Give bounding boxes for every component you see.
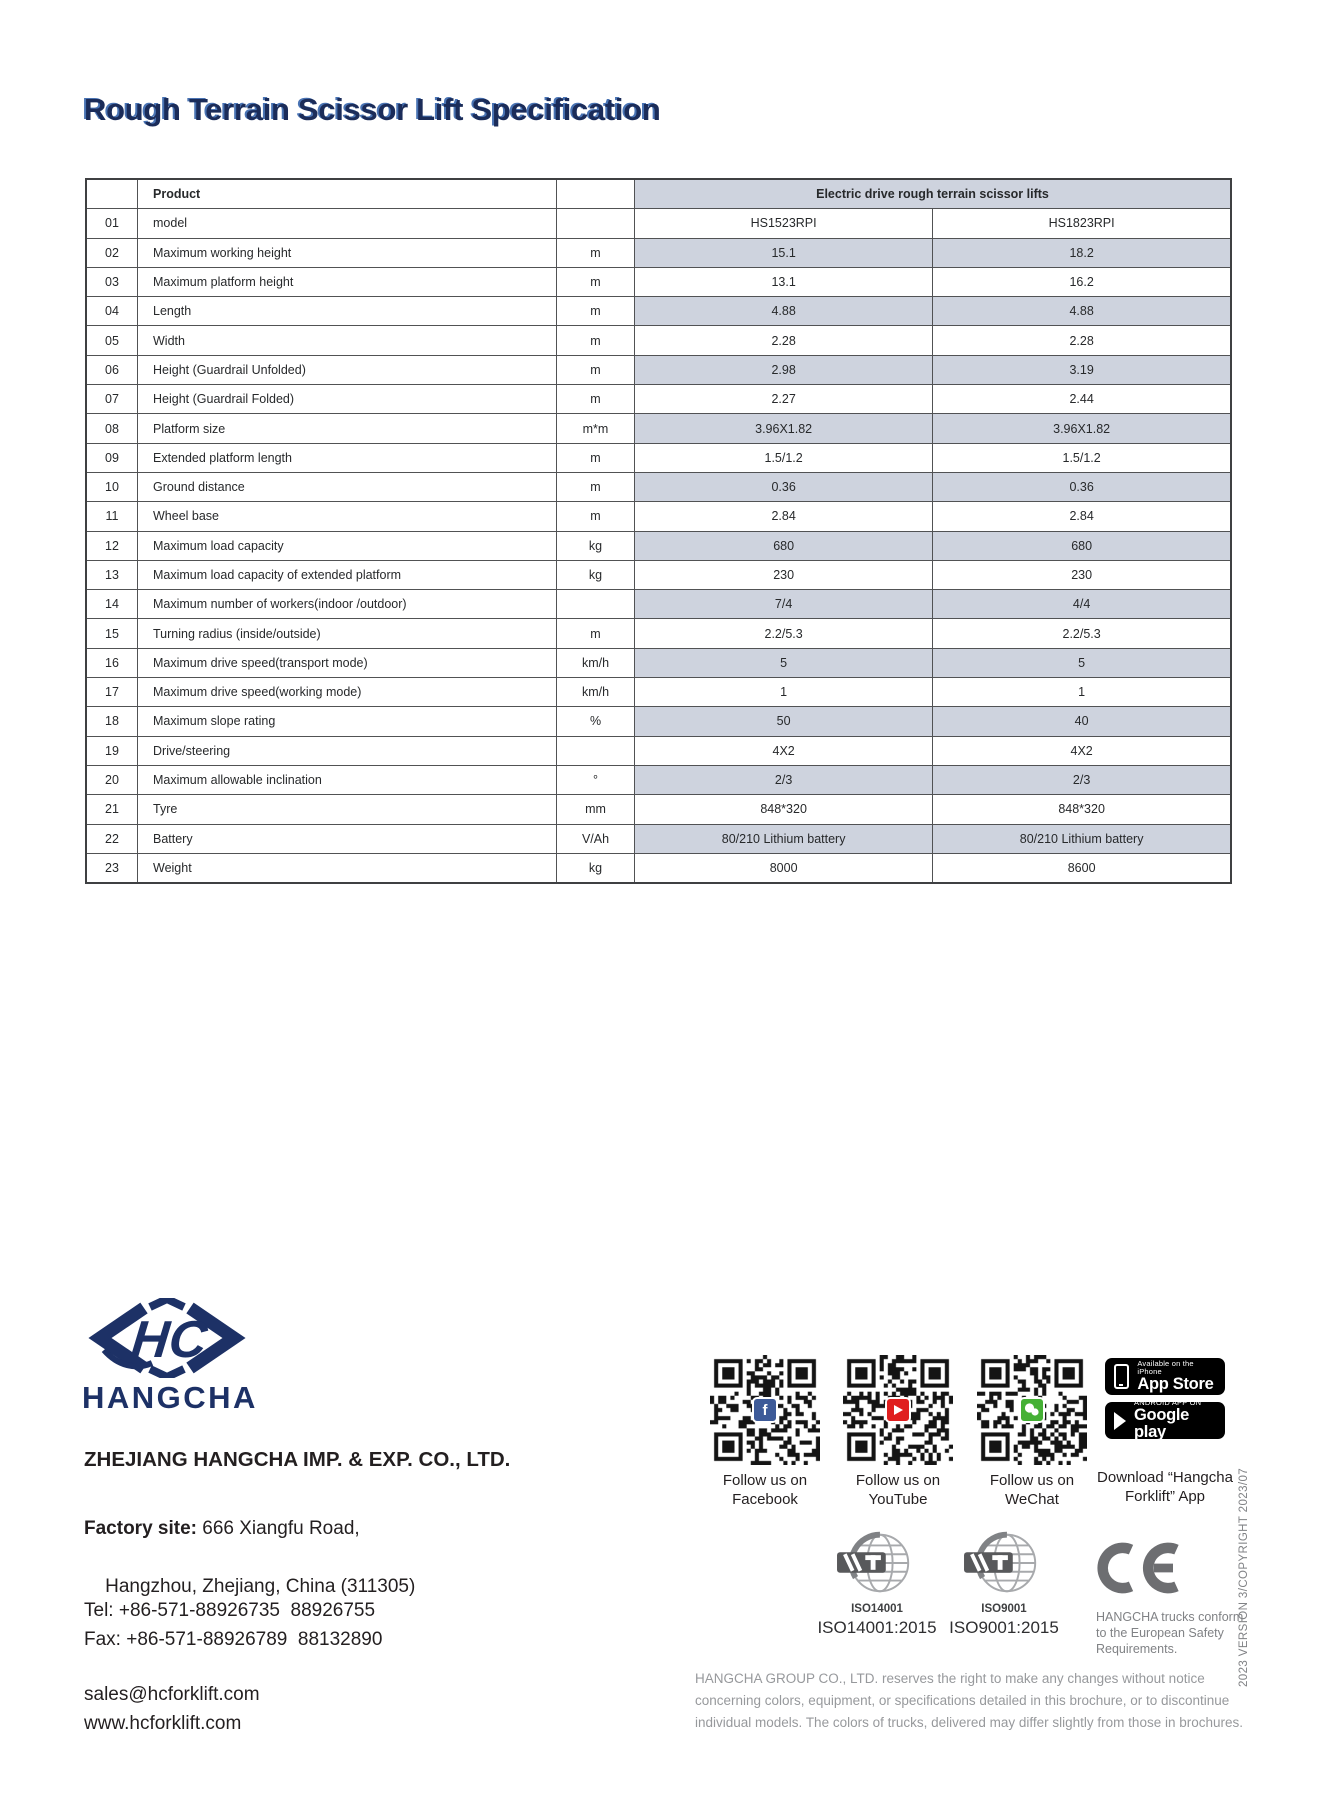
spec-label: Maximum number of workers(indoor /outdoor)	[138, 590, 557, 619]
spec-label: Maximum working height	[138, 238, 557, 267]
page-title: Rough Terrain Scissor Lift Specification	[84, 92, 661, 127]
table-row	[86, 853, 1231, 883]
youtube-icon	[885, 1397, 911, 1423]
spec-label: Tyre	[138, 795, 557, 824]
spec-value-hs1823rpi: 230	[933, 560, 1231, 589]
spec-value-hs1823rpi: 2.2/5.3	[933, 619, 1231, 648]
header-product-cell: Product	[138, 179, 557, 209]
wechat-icon	[1019, 1397, 1045, 1423]
spec-unit: m	[557, 326, 635, 355]
spec-unit: %	[557, 707, 635, 736]
spec-value-hs1823rpi: 1	[933, 678, 1231, 707]
spec-value-hs1523rpi: 3.96X1.82	[635, 414, 933, 443]
spec-label: model	[138, 209, 557, 238]
table-row	[86, 619, 1231, 648]
spec-value-hs1523rpi: 230	[635, 560, 933, 589]
spec-value-hs1523rpi: 7/4	[635, 590, 933, 619]
spec-value-hs1523rpi: 2.28	[635, 326, 933, 355]
wit-globe-icon	[962, 1524, 1046, 1602]
spec-index: 15	[86, 619, 138, 648]
spec-unit: m	[557, 443, 635, 472]
spec-label: Wheel base	[138, 502, 557, 531]
fax-line: Fax: +86-571-88926789 88132890	[84, 1629, 383, 1650]
app-store-badge: Available on the iPhone App Store	[1105, 1358, 1225, 1395]
table-row	[86, 414, 1231, 443]
spec-index: 05	[86, 326, 138, 355]
spec-label: Maximum slope rating	[138, 707, 557, 736]
header-unit-cell	[557, 179, 635, 209]
table-row	[86, 238, 1231, 267]
table-row	[86, 795, 1231, 824]
table-row	[86, 326, 1231, 355]
spec-unit: m*m	[557, 414, 635, 443]
iphone-icon	[1114, 1364, 1129, 1389]
spec-value-hs1823rpi: 0.36	[933, 472, 1231, 501]
spec-unit: mm	[557, 795, 635, 824]
spec-value-hs1823rpi: 2/3	[933, 765, 1231, 794]
spec-value-hs1823rpi: 3.19	[933, 355, 1231, 384]
table-header-row	[86, 179, 1231, 209]
spec-index: 22	[86, 824, 138, 853]
spec-value-hs1823rpi: 1.5/1.2	[933, 443, 1231, 472]
spec-index: 13	[86, 560, 138, 589]
spec-value-hs1523rpi: 5	[635, 648, 933, 677]
table-row	[86, 590, 1231, 619]
spec-label: Height (Guardrail Unfolded)	[138, 355, 557, 384]
play-triangle-icon	[1114, 1412, 1126, 1430]
spec-index: 18	[86, 707, 138, 736]
spec-index: 10	[86, 472, 138, 501]
spec-index: 16	[86, 648, 138, 677]
iso9001-logo: ISO9001 ISO9001:2015	[942, 1524, 1066, 1638]
spec-value-hs1523rpi: 4.88	[635, 297, 933, 326]
spec-unit: °	[557, 765, 635, 794]
spec-value-hs1823rpi: 18.2	[933, 238, 1231, 267]
iso14001-logo: ISO14001 ISO14001:2015	[815, 1524, 939, 1638]
legal-disclaimer: HANGCHA GROUP CO., LTD. reserves the right to make any changes without notice concerning colors, equipment, or specifications detailed in this brochure, or to discontinue individual models. The colors of trucks, delivered may differ slightly from those in brochures.	[695, 1671, 1243, 1730]
table-row	[86, 297, 1231, 326]
spec-value-hs1823rpi: 4/4	[933, 590, 1231, 619]
spec-label: Battery	[138, 824, 557, 853]
table-row	[86, 736, 1231, 765]
spec-value-hs1523rpi: 1.5/1.2	[635, 443, 933, 472]
spec-value-hs1823rpi: 3.96X1.82	[933, 414, 1231, 443]
spec-unit: km/h	[557, 678, 635, 707]
table-row	[86, 560, 1231, 589]
spec-value-hs1823rpi: 8600	[933, 853, 1231, 883]
spec-value-hs1823rpi: 680	[933, 531, 1231, 560]
spec-label: Turning radius (inside/outside)	[138, 619, 557, 648]
specification-table	[85, 178, 1232, 884]
spec-value-hs1523rpi: 680	[635, 531, 933, 560]
spec-index: 19	[86, 736, 138, 765]
table-row	[86, 472, 1231, 501]
spec-index: 06	[86, 355, 138, 384]
header-group-cell: Electric drive rough terrain scissor lifts	[635, 179, 1232, 209]
spec-index: 09	[86, 443, 138, 472]
spec-unit: m	[557, 619, 635, 648]
spec-index: 12	[86, 531, 138, 560]
spec-index: 21	[86, 795, 138, 824]
spec-value-hs1823rpi: 80/210 Lithium battery	[933, 824, 1231, 853]
spec-unit: m	[557, 297, 635, 326]
table-row	[86, 385, 1231, 414]
spec-index: 08	[86, 414, 138, 443]
web-block	[84, 1680, 260, 1738]
spec-value-hs1523rpi: 13.1	[635, 267, 933, 296]
spec-label: Extended platform length	[138, 443, 557, 472]
spec-value-hs1523rpi: 2.84	[635, 502, 933, 531]
spec-value-hs1823rpi: 4.88	[933, 297, 1231, 326]
spec-value-hs1823rpi: 16.2	[933, 267, 1231, 296]
qr-code-facebook	[710, 1355, 820, 1465]
spec-unit: m	[557, 355, 635, 384]
spec-label: Maximum drive speed(transport mode)	[138, 648, 557, 677]
spec-value-hs1823rpi: 2.44	[933, 385, 1231, 414]
table-row	[86, 765, 1231, 794]
spec-unit: km/h	[557, 648, 635, 677]
spec-label: Height (Guardrail Folded)	[138, 385, 557, 414]
qr-code-youtube	[843, 1355, 953, 1465]
spec-index: 02	[86, 238, 138, 267]
spec-value-hs1523rpi: 80/210 Lithium battery	[635, 824, 933, 853]
spec-value-hs1523rpi: 2/3	[635, 765, 933, 794]
spec-index: 20	[86, 765, 138, 794]
spec-unit: m	[557, 502, 635, 531]
spec-unit	[557, 590, 635, 619]
hangcha-logo-icon	[84, 1298, 252, 1378]
factory-site-line2: Hangzhou, Zhejiang, China (311305)	[105, 1576, 416, 1597]
wit-globe-icon	[835, 1524, 919, 1602]
spec-unit: m	[557, 238, 635, 267]
spec-label: Platform size	[138, 414, 557, 443]
spec-unit	[557, 209, 635, 238]
spec-value-hs1523rpi: 2.98	[635, 355, 933, 384]
facebook-caption: Follow us on Facebook	[722, 1472, 808, 1508]
spec-index: 11	[86, 502, 138, 531]
spec-label: Drive/steering	[138, 736, 557, 765]
spec-label: Maximum load capacity	[138, 531, 557, 560]
table-row	[86, 648, 1231, 677]
spec-label: Weight	[138, 853, 557, 883]
svg-text:HC: HC	[128, 1311, 210, 1369]
ce-note: HANGCHA trucks conform to the European Safety Requirements.	[1096, 1610, 1244, 1656]
table-row	[86, 531, 1231, 560]
spec-unit: m	[557, 385, 635, 414]
spec-value-hs1823rpi: 2.28	[933, 326, 1231, 355]
spec-index: 01	[86, 209, 138, 238]
spec-unit	[557, 736, 635, 765]
table-row	[86, 824, 1231, 853]
version-copyright-text: 2023 VERSION 3/COPYRIGHT 2023/07	[1238, 1467, 1250, 1687]
spec-value-hs1523rpi: 2.27	[635, 385, 933, 414]
spec-value-hs1523rpi: 15.1	[635, 238, 933, 267]
table-row	[86, 267, 1231, 296]
google-play-badge: ANDROID APP ON Google play	[1105, 1402, 1225, 1439]
spec-index: 04	[86, 297, 138, 326]
factory-site-label: Factory site:	[84, 1518, 197, 1539]
spec-index: 14	[86, 590, 138, 619]
spec-unit: kg	[557, 853, 635, 883]
spec-label: Length	[138, 297, 557, 326]
spec-index: 23	[86, 853, 138, 883]
table-row	[86, 707, 1231, 736]
website-link: www.hcforklift.com	[84, 1713, 242, 1734]
header-index-cell	[86, 179, 138, 209]
spec-unit: V/Ah	[557, 824, 635, 853]
spec-value-hs1523rpi: 50	[635, 707, 933, 736]
spec-unit: m	[557, 267, 635, 296]
spec-label: Maximum platform height	[138, 267, 557, 296]
spec-unit: kg	[557, 531, 635, 560]
qr-code-wechat	[977, 1355, 1087, 1465]
spec-label: Ground distance	[138, 472, 557, 501]
table-row	[86, 355, 1231, 384]
spec-value-hs1823rpi: 2.84	[933, 502, 1231, 531]
spec-value-hs1523rpi: 8000	[635, 853, 933, 883]
spec-value-hs1823rpi: HS1823RPI	[933, 209, 1231, 238]
tel-line: Tel: +86-571-88926735 88926755	[84, 1600, 376, 1621]
spec-value-hs1823rpi: 5	[933, 648, 1231, 677]
table-row	[86, 678, 1231, 707]
spec-index: 07	[86, 385, 138, 414]
company-name: ZHEJIANG HANGCHA IMP. & EXP. CO., LTD.	[84, 1448, 511, 1471]
table-row	[86, 209, 1231, 238]
app-download-caption: Download “Hangcha Forklift” App	[1097, 1469, 1233, 1505]
spec-label: Maximum allowable inclination	[138, 765, 557, 794]
spec-unit: kg	[557, 560, 635, 589]
spec-index: 17	[86, 678, 138, 707]
table-row	[86, 502, 1231, 531]
email-link: sales@hcforklift.com	[84, 1684, 260, 1705]
spec-label: Maximum load capacity of extended platform	[138, 560, 557, 589]
wechat-caption: Follow us on WeChat	[989, 1472, 1075, 1508]
spec-unit: m	[557, 472, 635, 501]
ce-mark-block	[1096, 1540, 1256, 1657]
spec-value-hs1523rpi: 1	[635, 678, 933, 707]
spec-value-hs1523rpi: HS1523RPI	[635, 209, 933, 238]
youtube-caption: Follow us on YouTube	[855, 1472, 941, 1508]
spec-value-hs1823rpi: 4X2	[933, 736, 1231, 765]
factory-site-line1: 666 Xiangfu Road,	[196, 1518, 360, 1539]
spec-value-hs1523rpi: 0.36	[635, 472, 933, 501]
ce-mark-icon	[1096, 1540, 1180, 1596]
phone-block	[84, 1596, 382, 1654]
spec-value-hs1523rpi: 4X2	[635, 736, 933, 765]
spec-value-hs1523rpi: 2.2/5.3	[635, 619, 933, 648]
spec-label: Width	[138, 326, 557, 355]
spec-value-hs1823rpi: 848*320	[933, 795, 1231, 824]
spec-label: Maximum drive speed(working mode)	[138, 678, 557, 707]
table-row	[86, 443, 1231, 472]
facebook-icon: f	[752, 1397, 778, 1423]
spec-value-hs1523rpi: 848*320	[635, 795, 933, 824]
spec-index: 03	[86, 267, 138, 296]
spec-value-hs1823rpi: 40	[933, 707, 1231, 736]
hangcha-wordmark: HANGCHA	[82, 1380, 258, 1415]
